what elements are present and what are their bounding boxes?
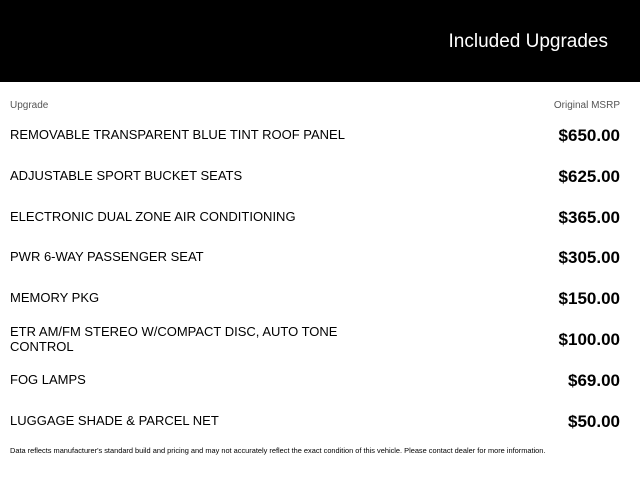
upgrade-name: REMOVABLE TRANSPARENT BLUE TINT ROOF PANEL (10, 127, 345, 142)
upgrade-price: $50.00 (568, 411, 620, 431)
upgrade-price: $650.00 (558, 126, 620, 145)
upgrade-name: PWR 6-WAY PASSENGER SEAT (10, 249, 204, 265)
upgrade-name: ETR AM/FM STEREO W/COMPACT DISC, AUTO TONE CONTROL (10, 323, 338, 354)
upgrade-name: ELECTRONIC DUAL ZONE AIR CONDITIONING (10, 208, 296, 224)
list-item (0, 275, 640, 316)
upgrade-name: MEMORY PKG (10, 290, 100, 306)
list-item (0, 316, 640, 357)
column-header-msrp: Original MSRP (553, 100, 620, 111)
upgrade-price: $625.00 (558, 166, 620, 186)
upgrade-price: $365.00 (558, 207, 620, 227)
upgrades-list (0, 112, 640, 438)
list-item (0, 153, 640, 194)
list-item (0, 398, 640, 439)
list-item (0, 112, 640, 153)
list-item (0, 194, 640, 235)
upgrade-name: ADJUSTABLE SPORT BUCKET SEATS (10, 167, 243, 183)
upgrade-price: $150.00 (558, 289, 620, 309)
list-item (0, 357, 640, 398)
upgrade-name: LUGGAGE SHADE & PARCEL NET (10, 412, 219, 428)
upgrade-price: $69.00 (568, 370, 620, 390)
column-header-upgrade: Upgrade (10, 100, 49, 111)
upgrade-price: $305.00 (558, 248, 620, 268)
header-bar (0, 0, 640, 82)
disclaimer-text: Data reflects manufacturer's standard build and pricing and may not accurately reflect the exact condition of this vehicle. Please contact dealer for more information. (10, 446, 546, 455)
upgrade-price: $100.00 (558, 329, 620, 349)
page-title: Included Upgrades (448, 31, 608, 52)
list-item (0, 234, 640, 275)
upgrade-name: FOG LAMPS (10, 371, 86, 387)
